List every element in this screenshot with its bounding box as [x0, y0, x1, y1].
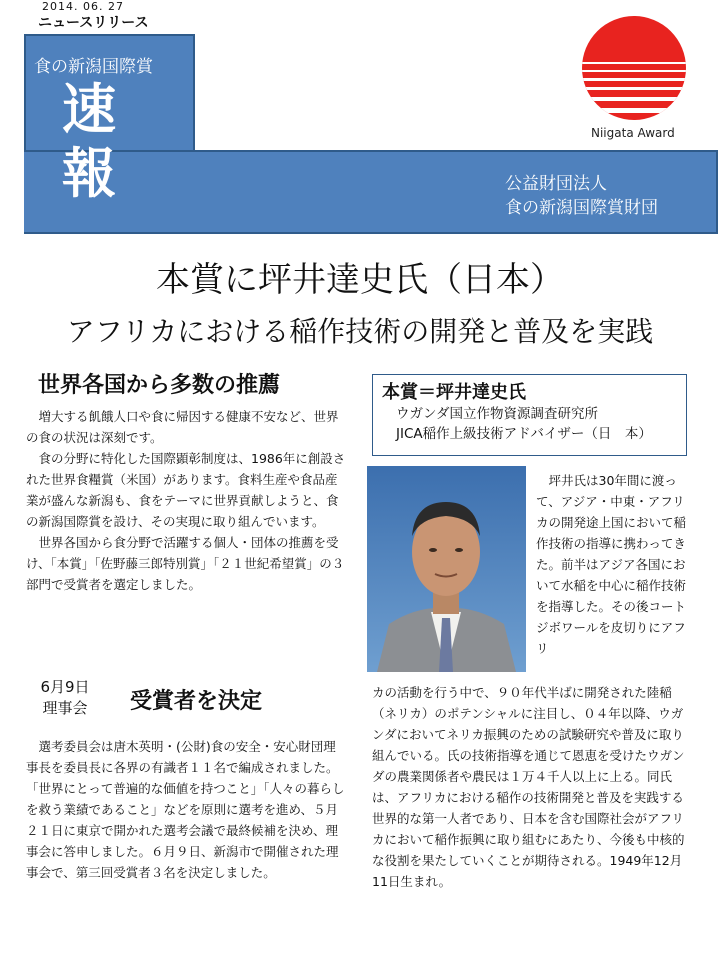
decision-body — [26, 736, 348, 883]
profile-text-wide: カの活動を行う中で、９０年代半ばに開発された陸稲（ネリカ）のポテンシャルに注目し、０４年以降、ウガンダにおいてネリカ振興のための試験研究や普及に取り組んでいる。氏の技術指導を通じて恩恵を受けたウガンダの農業関係者や農民は１万４千人以上に上る。同氏は、アフリカにおける稲作の技術開発と普及を実践する世界的な第一人者であり、日本を含む国際社会がアフリカにおいて稲作振興に取り組むにあたり、今後も中核的な役割を果たしていくことが期待される。1949年12月11日生まれ。 — [372, 685, 685, 889]
laureate-organization: ウガンダ国立作物資源調査研究所 — [396, 406, 598, 422]
meeting-date: 6月9日 — [40, 678, 90, 696]
body-paragraph: 食の分野に特化した国際顕彰制度は、1986年に創設された世界食糧賞（米国）があります。食料生産や食品産業が盛んな新潟も、食をテーマに世界貢献しようと、食の新潟国際賞を設け、その実現に取り組んでいます。 — [26, 451, 346, 529]
meeting-name: 理事会 — [42, 699, 88, 717]
award-name-small: 食の新潟国際賞 — [34, 57, 153, 77]
logo-text: Niigata Award — [591, 126, 675, 140]
laureate-title: 本賞＝坪井達史氏 — [382, 382, 526, 403]
flash-char-1: 速 — [62, 78, 116, 141]
foundation-name — [505, 172, 658, 220]
body-paragraph: 世界各国から食分野で活躍する個人・団体の推薦を受け、「本賞」「佐野藤三郎特別賞」「２１世紀希望賞」の３部門で受賞者を選定しました。 — [26, 535, 345, 592]
niigata-award-logo-icon — [578, 12, 690, 124]
body-paragraph: 選考委員会は唐木英明・(公財)食の安全・安心財団理事長を委員長に各界の有識者１１名で編成されました。「世界にとって普遍的な価値を持つこと」「人々の暮らしを救う業績であること」などを原則に選考を進め、５月２１日に東京で開かれた選考会議で最終候補を決め、理事会に答申しました。６月９日、新潟市で開催された理事会で、第三回受賞者３名を決定しました。 — [26, 739, 345, 880]
flash-char-2: 報 — [62, 142, 116, 205]
laureate-photo — [367, 466, 526, 672]
profile-text-narrow: 坪井氏は30年間に渡って、アジア・中東・アフリカの開発途上国において稲作技術の指導に携わってきた。前半はアジア各国において水稲を中心に稲作技術を指導した。その後コートジボワールを皮切りにアフリ — [536, 473, 687, 656]
decision-heading: 受賞者を決定 — [130, 689, 263, 714]
body-paragraph: 増大する飢餓人口や食に帰因する健康不安など、世界の食の状況は深刻です。 — [26, 409, 339, 445]
foundation-line-1: 公益財団法人 — [505, 174, 607, 194]
main-title: 本賞に坪井達史氏（日本） — [156, 260, 564, 300]
foundation-line-2: 食の新潟国際賞財団 — [505, 198, 658, 218]
recommendation-heading: 世界各国から多数の推薦 — [38, 373, 281, 398]
release-label: ニュースリリース — [38, 15, 149, 31]
recommendation-body — [26, 406, 346, 595]
meeting-label — [26, 677, 104, 719]
release-date: 2014. 06. 27 — [42, 0, 124, 13]
laureate-role: JICA稲作上級技術アドバイザー（日 本） — [396, 426, 652, 442]
sub-title: アフリカにおける稲作技術の開発と普及を実践 — [66, 315, 654, 348]
